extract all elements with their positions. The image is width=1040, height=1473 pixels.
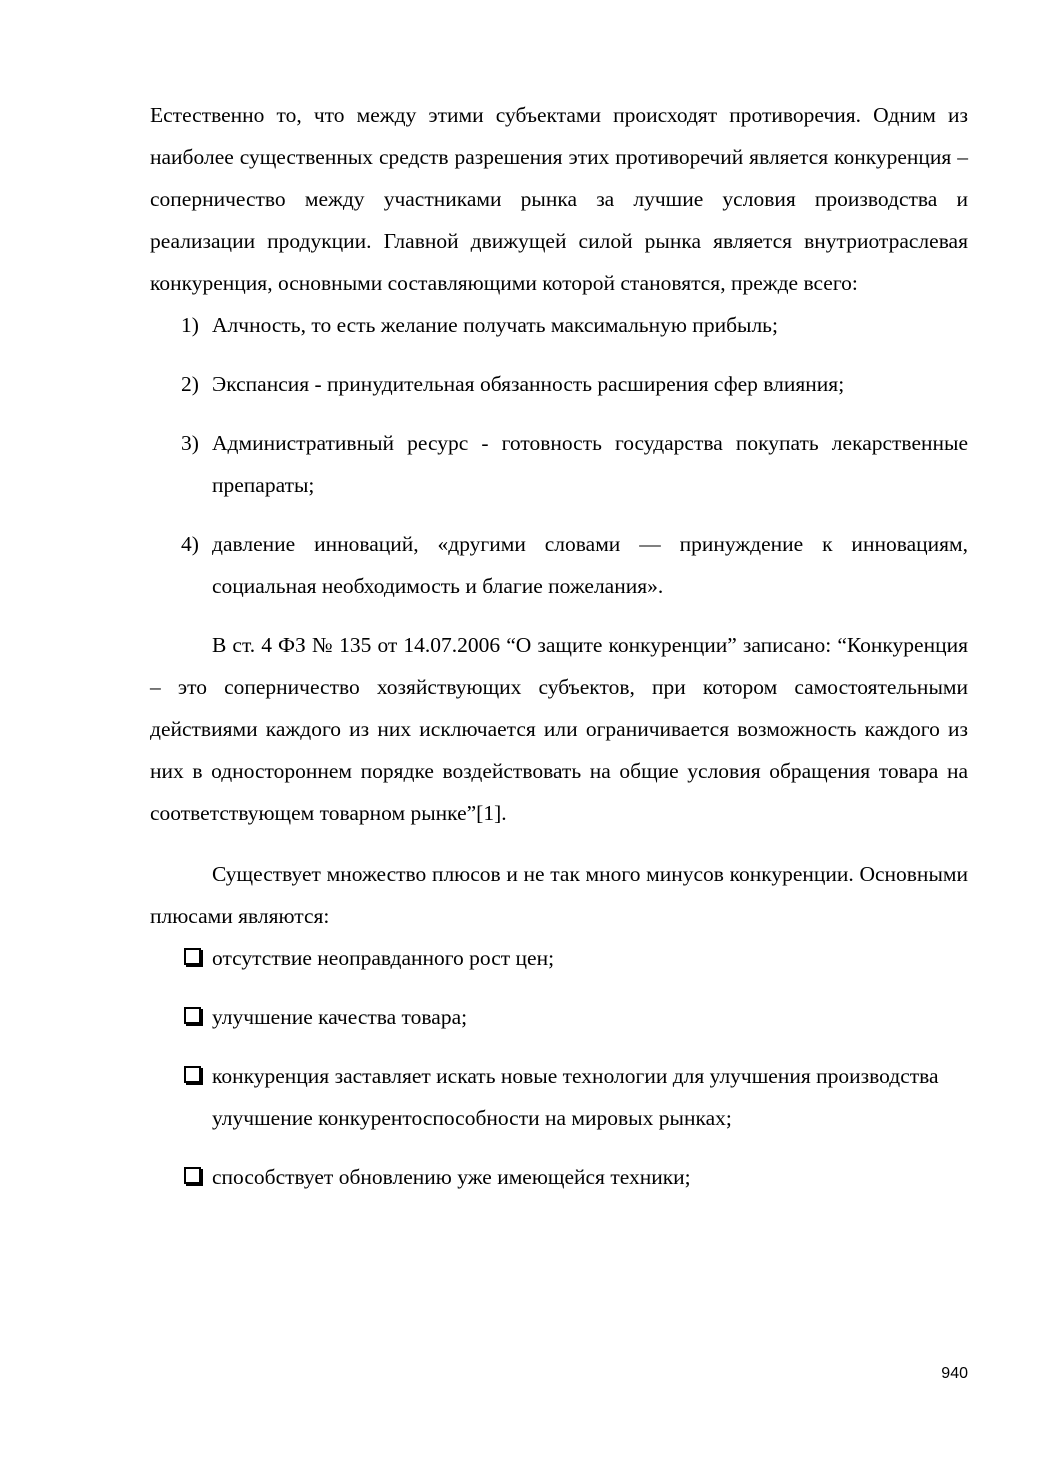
list-item-text: способствует обновлению уже имеющейся техники;: [212, 1165, 691, 1189]
pros-intro-paragraph: Существует множество плюсов и не так много минусов конкуренции. Основными плюсами являются:: [150, 862, 968, 928]
checkbox-bullet-icon: [184, 1066, 201, 1083]
list-item: [150, 996, 968, 1038]
list-item: [150, 937, 968, 979]
list-item: [150, 422, 968, 506]
list-item-text: улучшение качества товара;: [212, 1005, 468, 1029]
checkbox-bullet-icon: [184, 1007, 201, 1024]
document-page: [150, 94, 968, 1198]
list-item-text: Алчность, то есть желание получать максимальную прибыль;: [212, 313, 778, 337]
intro-paragraph: Естественно то, что между этими субъектами происходят противоречия. Одним из наиболее существенных средств разрешения этих противоречий является конкуренция – соперничество между участниками рынка за лучшие условия производства и реализации продукции. Главной движущей силой рынка является внутриотраслевая конкуренция, основными составляющими которой становятся, прежде всего:: [150, 103, 968, 295]
page-number: 940: [941, 1365, 968, 1382]
list-number: 3): [181, 431, 199, 455]
law-quote-paragraph: В ст. 4 ФЗ № 135 от 14.07.2006 “О защите конкуренции” записано: “Конкуренция – это соперничество хозяйствующих субъектов, при котором самостоятельными действиями каждого из них исключается или ограничивается возможность каждого из них в одностороннем порядке воздействовать на общие условия обращения товара на соответствующем товарном рынке”[1].: [150, 633, 968, 825]
list-item: [150, 363, 968, 405]
list-item-text: конкуренция заставляет искать новые технологии для улучшения производства улучшение конкурентоспособности на мировых рынках;: [212, 1064, 939, 1130]
list-item-text: Экспансия - принудительная обязанность расширения сфер влияния;: [212, 372, 845, 396]
list-item: [150, 523, 968, 607]
checkbox-bullet-icon: [184, 948, 201, 965]
list-item-text: давление инноваций, «другими словами — принуждение к инновациям, социальная необходимость и благие пожелания».: [212, 532, 968, 598]
list-number: 2): [181, 372, 199, 396]
list-number: 4): [181, 532, 199, 556]
list-item: [150, 1156, 968, 1198]
list-item: [150, 304, 968, 346]
list-item: [150, 1055, 968, 1139]
list-item-text: Административный ресурс - готовность государства покупать лекарственные препараты;: [212, 431, 968, 497]
numbered-list: [150, 304, 968, 607]
pros-list: [150, 937, 968, 1198]
list-number: 1): [181, 313, 199, 337]
list-item-text: отсутствие неоправданного рост цен;: [212, 946, 555, 970]
checkbox-bullet-icon: [184, 1167, 201, 1184]
